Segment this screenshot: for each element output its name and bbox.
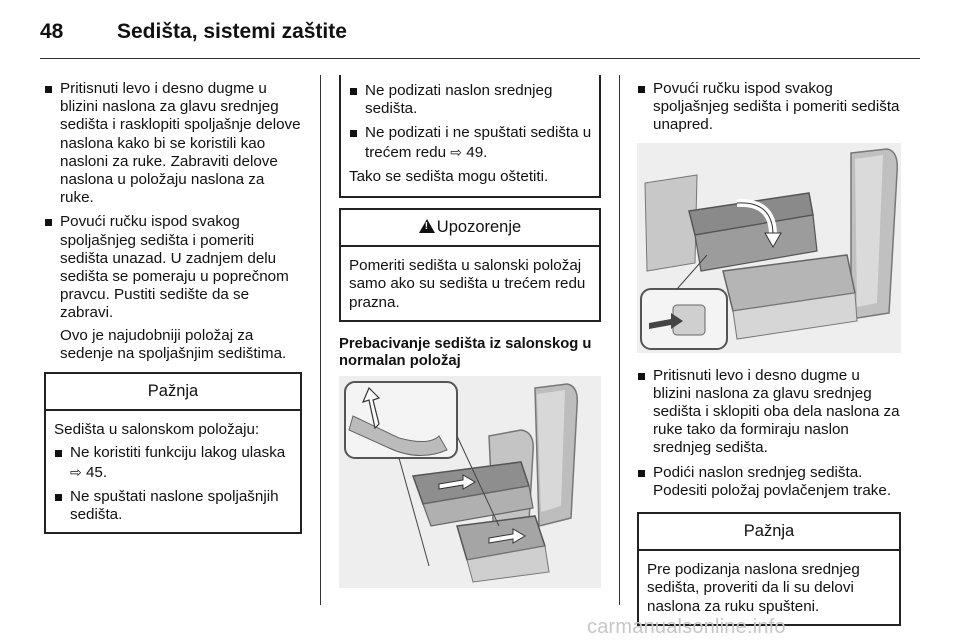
page-header — [0, 0, 960, 58]
seat-forward-illustration — [637, 143, 901, 353]
warning-box — [339, 208, 601, 322]
list-item — [54, 488, 293, 524]
instruction-note: Ovo je najudobniji položaj za sedenje na spoljašnjim sedištima. — [60, 326, 287, 362]
list-item — [637, 80, 901, 135]
bullet-icon — [55, 450, 62, 457]
seat-folding-illustration — [339, 376, 601, 588]
list-item — [44, 213, 302, 322]
notice-item-text: Ne koristiti funkciju lakog ulaska — [70, 444, 286, 462]
list-item — [637, 367, 901, 458]
column-2 — [339, 75, 601, 588]
notice-closing: Tako se sedišta mogu oštetiti. — [349, 167, 549, 185]
instruction-text: Pritisnuti levo i desno dugme u blizini naslona za glavu srednjeg sedišta i sklopiti oba dela naslona za ruke tako da formiraju naslon srednjeg sedišta. — [653, 366, 900, 457]
watermark: carmanualsonline.info — [587, 616, 786, 638]
notice-title: Pažnja — [639, 514, 899, 551]
notice-box — [44, 372, 302, 534]
warning-title — [341, 210, 599, 247]
notice-item-text: Ne spuštati naslone spoljašnjih sedišta. — [70, 487, 279, 524]
notice-box — [637, 512, 901, 626]
bullet-icon — [350, 130, 357, 137]
page-ref-link[interactable]: 45. — [85, 463, 108, 481]
list-item — [637, 464, 901, 500]
notice-intro: Sedišta u salonskom položaju: — [54, 421, 260, 439]
warning-body: Pomeriti sedišta u salonski položaj samo ako su sedišta u trećem redu prazna. — [349, 257, 586, 311]
notice-body: Pre podizanja naslona srednjeg sedišta, proveriti da li su delovi naslona za ruku spušteni. — [647, 561, 860, 615]
seat-diagram-svg — [339, 376, 601, 588]
warning-triangle-icon — [419, 219, 435, 233]
bullet-icon — [55, 494, 62, 501]
section-heading: Prebacivanje sedišta iz salonskog u normalan položaj — [339, 335, 592, 370]
instruction-text: Povući ručku ispod svakog spoljašnjeg sedišta i pomeriti sedišta unazad. U zadnjem delu sedišta se pomeraju u poprečnom pravcu. Pustiti sedište da se zabravi. — [60, 213, 289, 322]
warning-title-text: Upozorenje — [436, 218, 522, 237]
notice-title: Pažnja — [46, 374, 300, 411]
list-item — [349, 82, 593, 118]
page-ref-arrow-icon: ⇨ — [450, 143, 463, 160]
bullet-icon — [45, 86, 52, 93]
list-item — [349, 124, 593, 161]
page-ref-arrow-icon: ⇨ — [70, 463, 82, 480]
page-number: 48 — [40, 20, 64, 43]
column-divider-1 — [320, 75, 321, 605]
bullet-icon — [350, 88, 357, 95]
instruction-text: Pritisnuti levo i desno dugme u blizini naslona za glavu srednjeg sedišta i rasklopiti spoljašnje delove naslona kako bi se koristili kao nasloni za ruke. Zabraviti delove naslona u položaju naslona za ruke. — [60, 80, 301, 207]
bullet-icon — [45, 219, 52, 226]
bullet-icon — [638, 373, 645, 380]
notice-item-text: Ne podizati i ne spuštati sedišta u trećem redu — [365, 124, 592, 161]
instruction-text: Podići naslon srednjeg sedišta. Podesiti položaj povlačenjem trake. — [653, 463, 892, 499]
header-rule — [40, 58, 920, 59]
column-divider-2 — [619, 75, 620, 605]
column-3 — [637, 80, 901, 626]
notice-item-text: Ne podizati naslon srednjeg sedišta. — [365, 82, 553, 118]
column-1 — [44, 80, 302, 534]
notice-body — [46, 411, 300, 532]
bullet-icon — [638, 470, 645, 477]
page-title: Sedišta, sistemi zaštite — [117, 20, 347, 43]
seat-diagram-svg — [637, 143, 901, 353]
list-item — [54, 444, 293, 481]
instruction-text: Povući ručku ispod svakog spoljašnjeg sedišta i pomeriti sedišta unapred. — [653, 80, 900, 134]
bullet-icon — [638, 86, 645, 93]
page-ref-link[interactable]: 49. — [466, 143, 488, 161]
notice-continuation-box — [339, 75, 601, 198]
list-item — [44, 80, 302, 207]
